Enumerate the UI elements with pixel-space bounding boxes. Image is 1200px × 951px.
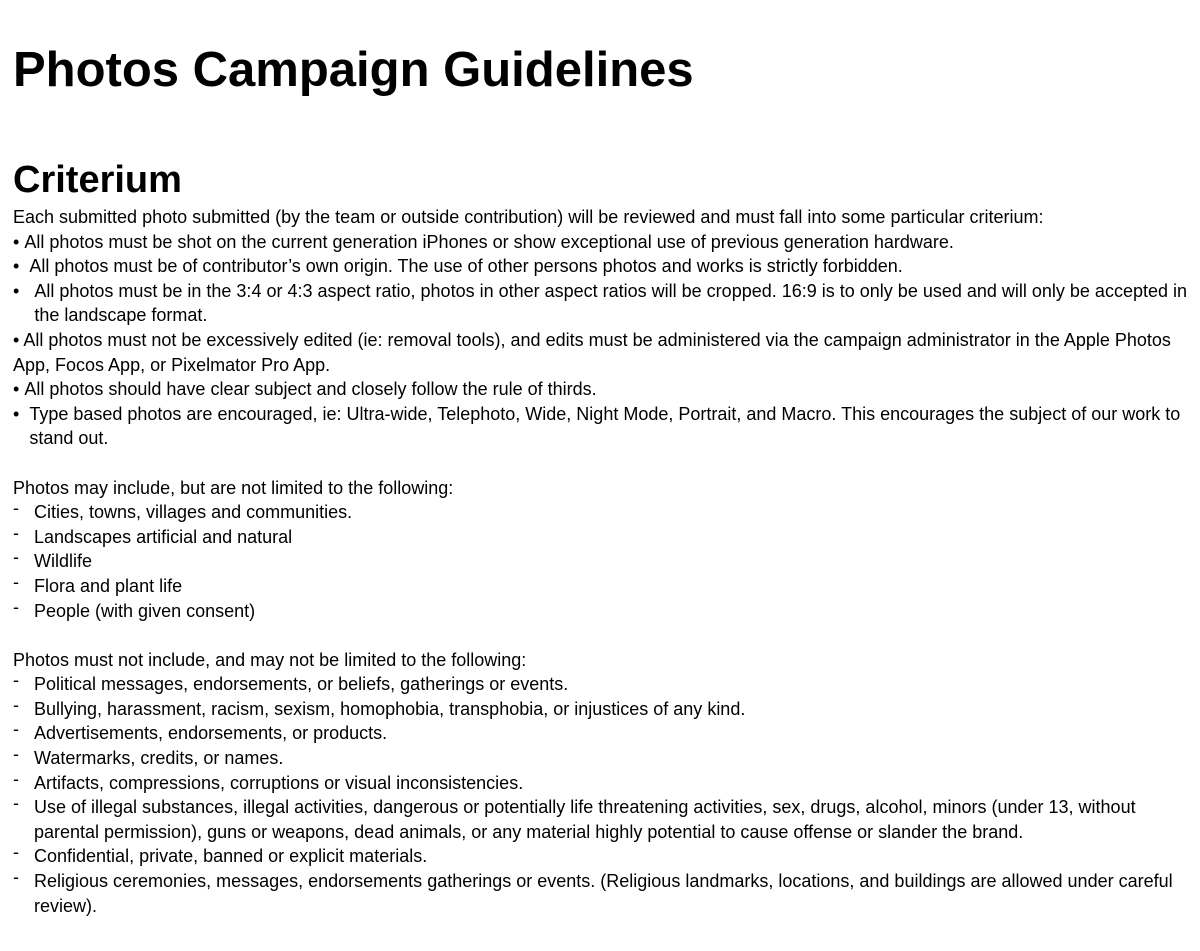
list-item (13, 746, 1188, 771)
list-item (13, 795, 1188, 844)
must-not-heading: Photos must not include, and may not be limited to the following: (13, 649, 527, 670)
dash-mark: - (13, 522, 19, 543)
criteria-item (13, 402, 1188, 451)
dash-mark: - (13, 547, 19, 568)
criteria-item (13, 377, 1188, 402)
paragraph-gap (13, 623, 1188, 648)
list-item (13, 549, 1188, 574)
criteria-text: All photos must be shot on the current generation iPhones or show exceptional use of previous generation hardware. (24, 231, 954, 252)
dash-mark: - (13, 694, 19, 715)
list-item-text: Landscapes artificial and natural (34, 526, 293, 547)
dash-mark: - (13, 867, 19, 888)
list-item-text: Confidential, private, banned or explicit materials. (34, 846, 428, 867)
bullet-mark: • (13, 256, 30, 277)
criteria-text: Type based photos are encouraged, ie: Ultra-wide, Telephoto, Wide, Night Mode, Portrait, and Macro. This encourages the subject of our work to stand out. (29, 403, 1181, 449)
criteria-item (13, 230, 1188, 255)
list-item (13, 844, 1188, 869)
must-not-list (13, 672, 1188, 918)
dash-mark: - (13, 719, 19, 740)
bullet-mark: • (13, 231, 25, 252)
list-item (13, 694, 1188, 722)
list-item (13, 596, 1188, 624)
intro-paragraph: Each submitted photo submitted (by the team or outside contribution) will be reviewed and must fall into some particular criterium: (13, 207, 1044, 227)
dash-mark: - (13, 842, 19, 863)
list-item-text: Political messages, endorsements, or beliefs, gatherings or events. (34, 674, 569, 695)
document-body (13, 205, 1188, 918)
dash-mark: - (13, 744, 19, 765)
may-include-list (13, 500, 1188, 623)
list-item-text: Advertisements, endorsements, or products. (34, 723, 388, 744)
may-include-heading: Photos may include, but are not limited to the following: (13, 477, 454, 498)
list-item-text: Use of illegal substances, illegal activities, dangerous or potentially life threatening activities, sex, drugs, alcohol, minors (under 13, without parental permission), guns or weapons, dead animals, or any material highly potential to cause offense or slander the brand. (34, 797, 1136, 842)
list-item-text: Bullying, harassment, racism, sexism, homophobia, transphobia, or injustices of any kind. (34, 698, 746, 719)
list-item-text: Artifacts, compressions, corruptions or visual inconsistencies. (34, 772, 524, 793)
criteria-item (13, 328, 1188, 377)
bullet-mark: • (13, 379, 25, 400)
section-heading-criterium: Criterium (13, 159, 182, 201)
document-title: Photos Campaign Guidelines (13, 43, 694, 97)
bullet-mark: • (13, 280, 35, 301)
criteria-item (13, 279, 1188, 328)
list-item (13, 522, 1188, 550)
list-item-text: People (with given consent) (34, 600, 256, 621)
list-item (13, 869, 1188, 918)
dash-mark: - (13, 670, 19, 691)
list-item-text: Flora and plant life (34, 575, 183, 596)
dash-mark: - (13, 596, 19, 617)
criteria-text: All photos must be in the 3:4 or 4:3 aspect ratio, photos in other aspect ratios will be cropped. 16:9 is to only be used and will only be accepted in the landscape format. (34, 280, 1187, 326)
criteria-text: All photos must be of contributor’s own origin. The use of other persons photos and works is strictly forbidden. (29, 256, 903, 277)
paragraph-gap (13, 451, 1188, 476)
list-item-text: Watermarks, credits, or names. (34, 748, 284, 769)
list-item (13, 768, 1188, 796)
list-item (13, 672, 1188, 697)
dash-mark: - (13, 498, 19, 519)
criteria-list (13, 230, 1188, 451)
list-item-text: Cities, towns, villages and communities. (34, 502, 353, 523)
dash-mark: - (13, 768, 19, 789)
list-item (13, 500, 1188, 525)
list-item (13, 721, 1188, 746)
criteria-text: All photos must not be excessively edited (ie: removal tools), and edits must be administered via the campaign administrator in the Apple Photos App, Focos App, or Pixelmator Pro App. (13, 329, 1171, 375)
criteria-item (13, 254, 1188, 279)
list-item-text: Religious ceremonies, messages, endorsements gatherings or events. (Religious landmarks, locations, and buildings are allowed under careful review). (34, 871, 1173, 916)
bullet-mark: • (13, 403, 30, 424)
list-item (13, 571, 1188, 599)
dash-mark: - (13, 793, 19, 814)
list-item-text: Wildlife (34, 551, 93, 572)
bullet-mark: • (13, 329, 24, 350)
criteria-text: All photos should have clear subject and closely follow the rule of thirds. (24, 379, 597, 400)
dash-mark: - (13, 571, 19, 592)
